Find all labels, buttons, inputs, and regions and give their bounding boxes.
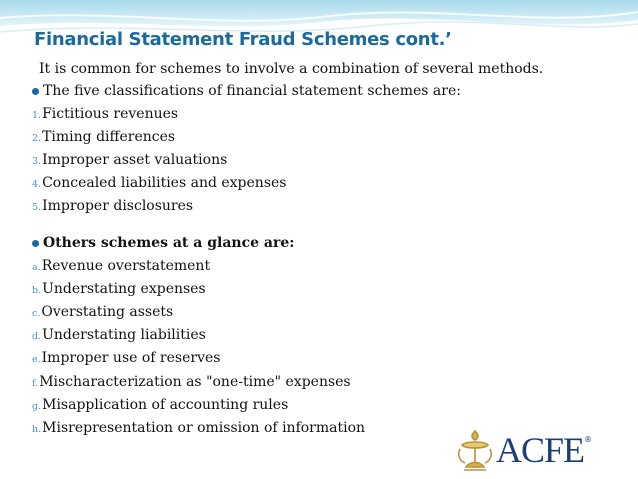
list-item: 3.Improper asset valuations [32, 152, 228, 169]
classifications-list [32, 80, 461, 219]
list-item: 2.Timing differences [32, 129, 176, 146]
others-list [32, 232, 365, 440]
logo-wordmark: ACFE [496, 430, 585, 470]
list-item: h.Misrepresentation or omission of information [32, 419, 366, 436]
classifications-lead: The five classifications of financial statement schemes are: [32, 80, 461, 103]
list-item: 5.Improper disclosures [32, 198, 194, 215]
slide-title: Financial Statement Fraud Schemes cont.’ [34, 29, 452, 50]
list-item: e.Improper use of reserves [32, 350, 221, 367]
bullet-icon [32, 240, 39, 247]
bullet-icon [32, 88, 39, 95]
intro-text: It is common for schemes to involve a combination of several methods. [39, 61, 544, 77]
list-item: c.Overstating assets [32, 304, 174, 321]
list-item: d.Understating liabilities [32, 327, 206, 344]
list-item: b.Understating expenses [32, 281, 206, 298]
acfe-logo [454, 427, 610, 473]
list-item: 4.Concealed liabilities and expenses [32, 175, 287, 192]
lamp-emblem-icon [454, 427, 496, 473]
list-item: 1.Fictitious revenues [32, 106, 179, 123]
registered-mark: ® [584, 435, 593, 444]
list-item: a.Revenue overstatement [32, 258, 211, 275]
list-item: g.Misapplication of accounting rules [32, 396, 289, 413]
list-item: f.Mischaracterization as "one-time" expenses [32, 373, 351, 390]
others-lead: Others schemes at a glance are: [32, 232, 365, 255]
